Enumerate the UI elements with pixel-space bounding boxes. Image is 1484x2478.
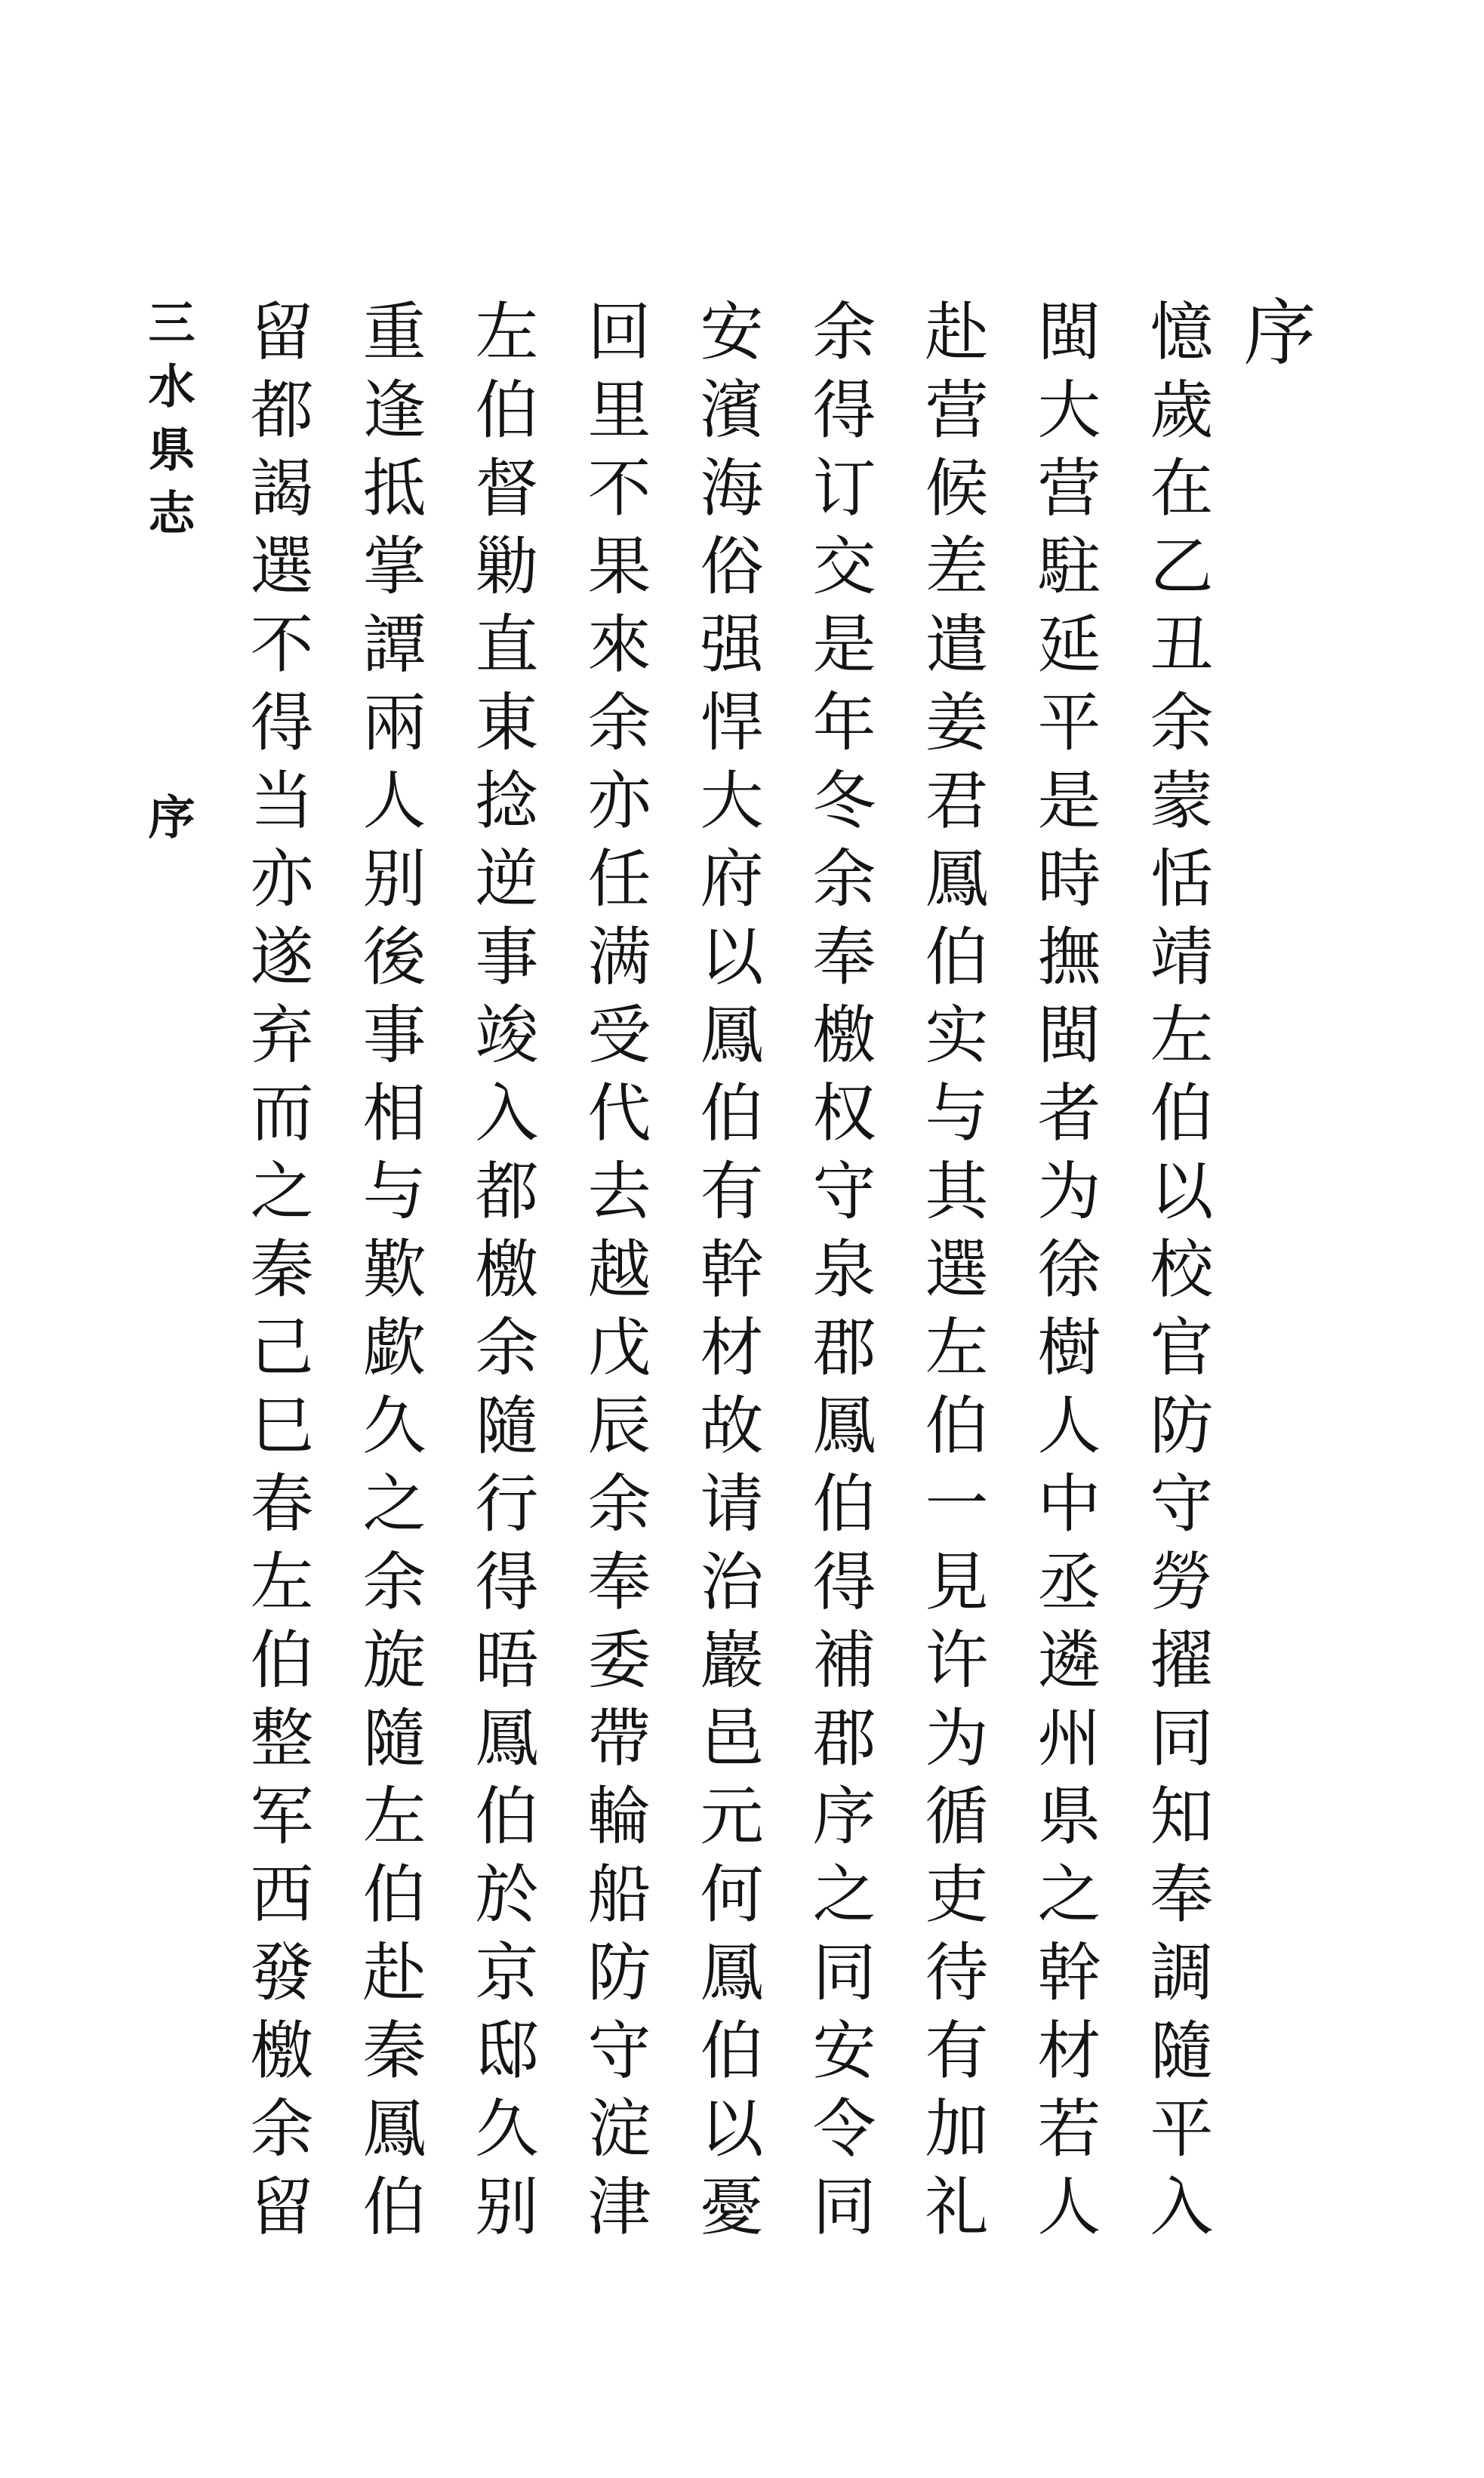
text-column-8: 重逢抵掌譚兩人别後事相与歎歔久之余旋隨左伯赴秦鳳伯 (353, 298, 426, 2252)
text-column-9: 留都謁選不得当亦遂弃而之秦己巳春左伯整军西發檄余留 (240, 298, 314, 2252)
text-column-1: 憶歲在乙丑余蒙恬靖左伯以校官防守勞擢同知奉調隨平入 (1140, 298, 1214, 2252)
text-column-7: 左伯督勦直東捻逆事竣入都檄余隨行得晤鳳伯於京邸久别 (465, 298, 539, 2252)
text-column-3: 赴营候差遣姜君鳳伯实与其選左伯一見许为循吏待有加礼 (915, 298, 989, 2252)
text-column-5: 安濱海俗强悍大府以鳳伯有幹材故请治巖邑元何鳳伯以憂 (690, 298, 764, 2252)
preface-heading: 序 (1232, 294, 1316, 367)
text-column-4: 余得订交是年冬余奉檄权守泉郡鳳伯得補郡序之同安令同 (802, 298, 876, 2252)
book-title: 三水県志 (140, 298, 196, 552)
section-label: 序 (140, 793, 196, 839)
text-column-2: 閩大营駐延平是時撫閩者为徐樹人中丞遴州県之幹材若人 (1027, 298, 1101, 2252)
text-column-6: 回里不果來余亦任满受代去越戊辰余奉委帶輪船防守淀津 (577, 298, 651, 2252)
